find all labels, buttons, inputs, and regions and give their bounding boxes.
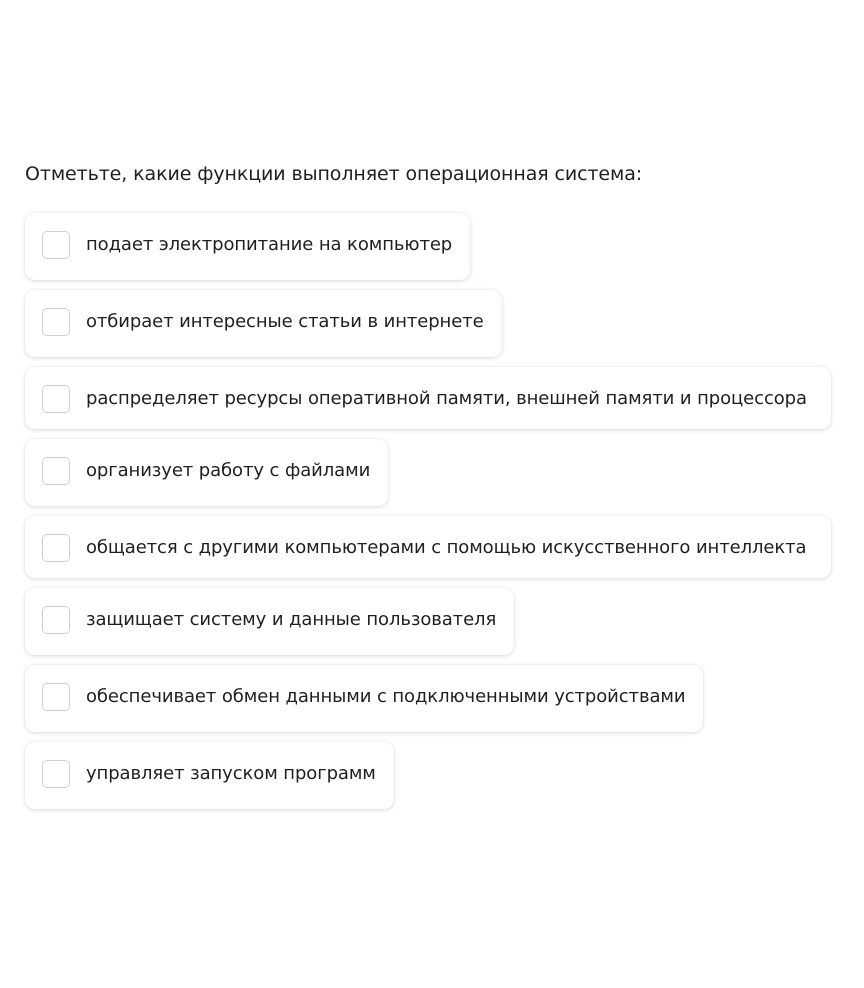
checkbox[interactable] bbox=[42, 457, 70, 485]
option-card[interactable] bbox=[25, 516, 831, 578]
checkbox[interactable] bbox=[42, 385, 70, 413]
option-card[interactable] bbox=[25, 290, 502, 357]
option-label: защищает систему и данные пользователя bbox=[86, 609, 497, 630]
question-text: Отметьте, какие функции выполняет операционная система: bbox=[25, 163, 643, 185]
option-card[interactable] bbox=[25, 439, 388, 506]
option-row bbox=[25, 213, 833, 280]
checkbox[interactable] bbox=[42, 683, 70, 711]
option-label: отбирает интересные статьи в интернете bbox=[86, 311, 484, 332]
option-row bbox=[25, 742, 833, 809]
option-label: подает электропитание на компьютер bbox=[86, 234, 453, 255]
option-row bbox=[25, 665, 833, 732]
option-label: общается с другими компьютерами с помощью искусственного интеллекта bbox=[86, 537, 807, 558]
option-label: управляет запуском программ bbox=[86, 763, 376, 784]
checkbox[interactable] bbox=[42, 231, 70, 259]
checkbox[interactable] bbox=[42, 760, 70, 788]
checkbox[interactable] bbox=[42, 308, 70, 336]
option-row bbox=[25, 439, 833, 506]
option-card[interactable] bbox=[25, 742, 394, 809]
checkbox[interactable] bbox=[42, 606, 70, 634]
option-row bbox=[25, 367, 833, 429]
option-card[interactable] bbox=[25, 213, 470, 280]
option-row bbox=[25, 588, 833, 655]
option-label: обеспечивает обмен данными с подключенными устройствами bbox=[86, 686, 686, 707]
option-card[interactable] bbox=[25, 588, 514, 655]
option-row bbox=[25, 290, 833, 357]
option-card[interactable] bbox=[25, 367, 831, 429]
checkbox[interactable] bbox=[42, 534, 70, 562]
options-list bbox=[25, 213, 833, 819]
option-row bbox=[25, 516, 833, 578]
option-label: распределяет ресурсы оперативной памяти, внешней памяти и процессора bbox=[86, 388, 807, 409]
option-label: организует работу с файлами bbox=[86, 460, 371, 481]
option-card[interactable] bbox=[25, 665, 703, 732]
